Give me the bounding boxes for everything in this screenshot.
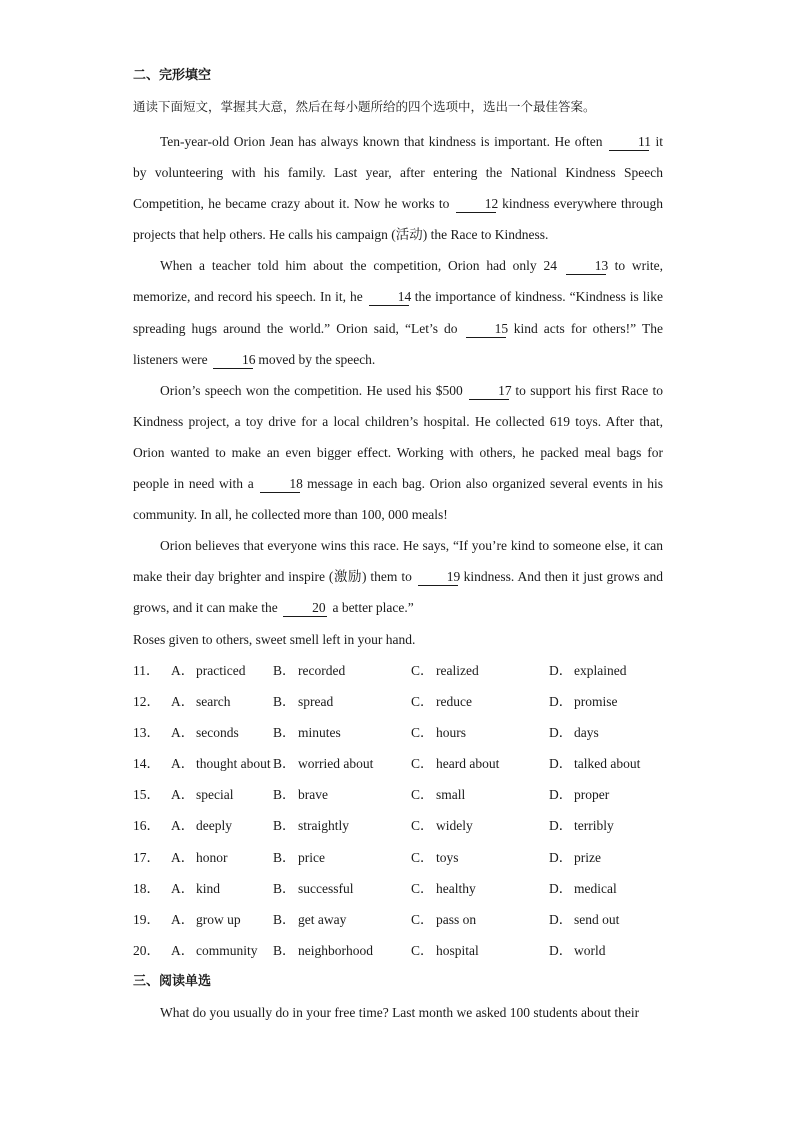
closing-line: Roses given to others, sweet smell left in your hand. — [133, 631, 416, 647]
option-c[interactable]: C． healthy — [411, 880, 476, 896]
cloze-passage — [133, 126, 663, 624]
question-number: 15． — [133, 787, 160, 803]
passage-paragraph-4 — [133, 530, 663, 623]
question-row — [133, 655, 663, 686]
question-number: 17． — [133, 849, 160, 865]
option-c[interactable]: C． hospital — [411, 943, 479, 959]
option-b[interactable]: B． straightly — [273, 818, 349, 834]
question-row — [133, 686, 663, 717]
passage-text: When a teacher told him about the competition, Orion had only 24 — [160, 258, 557, 274]
option-b[interactable]: B． recorded — [273, 662, 346, 678]
question-number: 14． — [133, 756, 160, 772]
passage-paragraph-1 — [133, 126, 663, 250]
passage-text: message in each bag. Orion also organized several events in his community. In all, he collected more than 100, 000 meals! — [133, 476, 663, 523]
passage-text: Ten-year-old Orion Jean has always known that kindness is important. He often — [160, 134, 603, 149]
option-a[interactable]: A． honor — [171, 849, 228, 865]
passage-paragraph-2 — [133, 250, 663, 374]
blank-16: 16 — [213, 352, 253, 369]
question-number: 20． — [133, 943, 160, 959]
option-b[interactable]: B． successful — [273, 880, 354, 896]
passage-text: to support his first Race to Kindness project, a toy drive for a local children’s hospital. He collected 619 toys. After that, Orion wanted to make an even bigger effect. Working with others, he packed meal bags for people in need with a — [133, 382, 664, 492]
reading-first-line: What do you usually do in your free time? Last month we asked 100 students about their — [160, 1005, 640, 1021]
passage-text: a better place.” — [332, 600, 414, 616]
option-c[interactable]: C． realized — [411, 662, 479, 678]
blank-15: 15 — [466, 321, 506, 338]
option-c[interactable]: C． heard about — [411, 756, 500, 772]
option-c[interactable]: C． reduce — [411, 693, 472, 709]
option-a[interactable]: A． kind — [171, 880, 221, 896]
option-c[interactable]: C． hours — [411, 724, 466, 740]
option-a[interactable]: A． special — [171, 787, 234, 803]
option-d[interactable]: D． send out — [549, 912, 620, 927]
question-row — [133, 748, 663, 779]
question-row — [133, 842, 663, 873]
option-d[interactable]: D． terribly — [549, 818, 614, 834]
option-d[interactable]: D． proper — [549, 787, 610, 803]
blank-14: 14 — [369, 289, 409, 306]
option-a[interactable]: A． practiced — [171, 662, 246, 678]
question-number: 16． — [133, 818, 160, 834]
option-d[interactable]: D． medical — [549, 880, 617, 896]
option-a[interactable]: A． community — [171, 943, 258, 959]
exam-page — [133, 64, 663, 1028]
blank-19: 19 — [418, 569, 458, 586]
passage-text: kindness. And then it just grows and grows, and it can make the — [133, 569, 664, 616]
question-number: 19． — [133, 912, 160, 927]
blank-13: 13 — [566, 258, 606, 275]
option-d[interactable]: D． world — [549, 943, 606, 959]
option-d[interactable]: D． promise — [549, 693, 618, 709]
option-b[interactable]: B． minutes — [273, 724, 341, 740]
option-b[interactable]: B． price — [273, 849, 325, 865]
blank-17: 17 — [469, 383, 509, 400]
question-row — [133, 873, 663, 904]
passage-text: the importance of kindness. “Kindness is like spreading hugs around the world.” Orion said, “Let’s do — [133, 289, 664, 336]
blank-11: 11 — [609, 134, 649, 151]
option-c[interactable]: C． toys — [411, 849, 459, 865]
passage-text: it by volunteering with his family. Last year, after entering the National Kindness Speech Competition, he became crazy about it. Now he works to — [133, 134, 663, 212]
option-a[interactable]: A． grow up — [171, 912, 241, 927]
question-number: 12． — [133, 693, 160, 709]
passage-text: moved by the speech. — [258, 351, 376, 367]
question-row — [133, 810, 663, 841]
section-heading-reading: 三、阅读单选 — [133, 974, 212, 990]
passage-text: Orion’s speech won the competition. He used his $500 — [160, 382, 463, 398]
option-c[interactable]: C． widely — [411, 818, 473, 834]
option-d[interactable]: D． explained — [549, 662, 627, 678]
option-a[interactable]: A． deeply — [171, 818, 232, 834]
passage-paragraph-3 — [133, 375, 663, 530]
blank-12: 12 — [456, 196, 496, 213]
option-d[interactable]: D． prize — [549, 849, 601, 865]
option-d[interactable]: D． talked about — [549, 756, 641, 772]
option-c[interactable]: C． small — [411, 787, 466, 803]
blank-20: 20 — [283, 600, 327, 617]
option-a[interactable]: A． thought about — [171, 756, 271, 772]
passage-text: Orion believes that everyone wins this race. He says, “If you’re kind to someone else, it can make their day brighter and inspire (激励) them to — [133, 538, 663, 585]
option-b[interactable]: B． worried about — [273, 756, 374, 772]
section-heading-cloze: 二、完形填空 — [133, 68, 212, 83]
question-number: 11． — [133, 662, 160, 678]
option-b[interactable]: B． neighborhood — [273, 943, 373, 959]
passage-text: kind acts for others!” The listeners were — [133, 320, 663, 367]
option-d[interactable]: D． days — [549, 724, 599, 740]
question-row — [133, 935, 663, 966]
question-row — [133, 717, 663, 748]
option-b[interactable]: B． get away — [273, 912, 347, 927]
passage-text: to write, memorize, and record his speech. In it, he — [133, 258, 664, 305]
question-row — [133, 779, 663, 810]
option-b[interactable]: B． brave — [273, 787, 328, 803]
blank-18: 18 — [260, 476, 300, 493]
question-number: 18． — [133, 880, 160, 896]
answer-options — [133, 655, 663, 967]
passage-text: kindness everywhere through projects that help others. He calls his campaign (活动) the Race to Kindness. — [133, 196, 664, 243]
option-a[interactable]: A． search — [171, 693, 231, 709]
option-a[interactable]: A． seconds — [171, 724, 239, 740]
question-number: 13． — [133, 724, 160, 740]
option-c[interactable]: C． pass on — [411, 912, 477, 927]
question-row — [133, 904, 663, 935]
section-instruction: 通读下面短文，掌握其大意，然后在每小题所给的四个选项中，选出一个最佳答案。 — [133, 99, 596, 114]
option-b[interactable]: B． spread — [273, 693, 334, 709]
